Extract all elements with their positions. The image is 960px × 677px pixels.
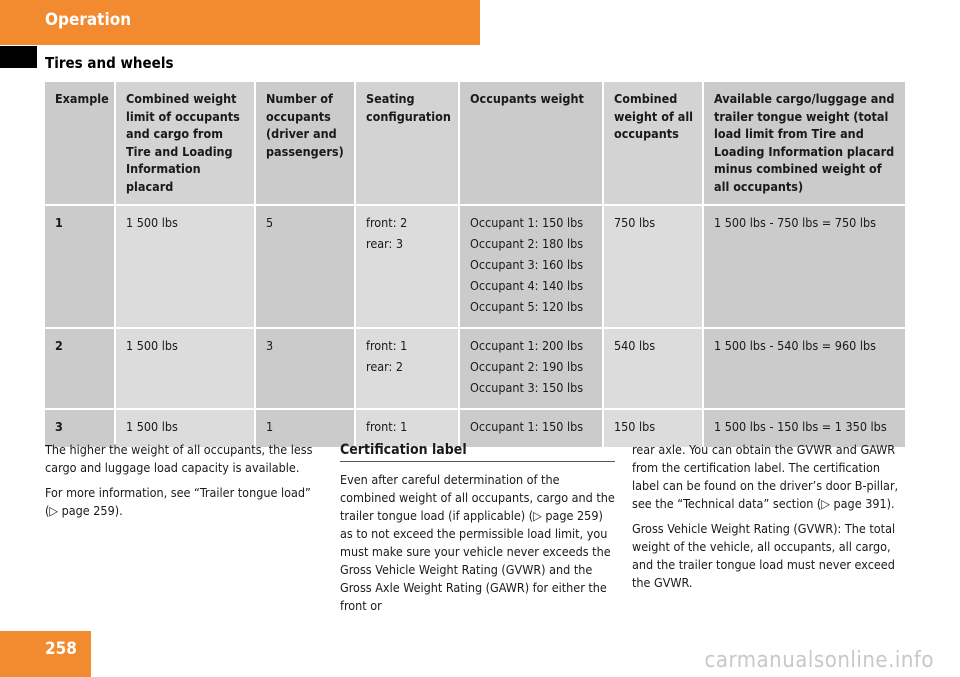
cell-example: 2: [45, 328, 115, 409]
table-header-row: [45, 82, 906, 205]
cell-example: 1: [45, 205, 115, 328]
weight-line: Occupant 1: 200 lbs: [470, 338, 584, 353]
load-examples-table: [45, 82, 907, 449]
cell-combined: 750 lbs: [603, 205, 703, 328]
cell-weights: [459, 328, 603, 409]
header-available-cargo: Available cargo/luggage and trailer tongue weight (total load limit from Tire and Loading Information placard minus combined weight of all occupants): [703, 82, 906, 205]
header-seating: Seating configuration: [355, 82, 459, 205]
page-number-box: [0, 631, 91, 677]
page-subtitle: Tires and wheels: [45, 54, 174, 72]
weight-line: Occupant 2: 180 lbs: [470, 236, 584, 251]
paragraph: Even after careful determination of the combined weight of all occupants, cargo and the trailer tongue load (if applicable) (▷ page 259) as to not exceed the permissible load limit, you must make sure your vehicle never exceeds the Gross Vehicle Weight Rating (GVWR) and the Gross Axle Weight Rating (GAWR) for either the front or: [340, 472, 615, 613]
cell-limit: 1 500 lbs: [115, 409, 255, 448]
page-number: 258: [45, 639, 77, 659]
cell-occupants: 5: [255, 205, 355, 328]
cell-occupants: 3: [255, 328, 355, 409]
seating-line: front: 1: [366, 419, 408, 434]
cell-limit: 1 500 lbs: [115, 328, 255, 409]
paragraph: The higher the weight of all occupants, the less cargo and luggage load capacity is available.: [45, 442, 313, 475]
header-combined-limit: Combined weight limit of occupants and cargo from Tire and Loading Information placard: [115, 82, 255, 205]
header-example: Example: [45, 82, 115, 205]
seating-line: front: 1: [366, 338, 408, 353]
section-title: Operation: [45, 10, 132, 30]
cell-occupants: 1: [255, 409, 355, 448]
weight-line: Occupant 3: 160 lbs: [470, 257, 584, 272]
paragraph-gvwr: Gross Vehicle Weight Rating (GVWR): The total weight of the vehicle, all occupants, all cargo, and the trailer tongue load must never exceed the GVWR.: [632, 521, 896, 590]
cell-example: 3: [45, 409, 115, 448]
text-column-2: [340, 441, 615, 622]
paragraph-trailer-ref: For more information, see “Trailer tongue load” (▷ page 259).: [45, 485, 311, 518]
weight-line: Occupant 5: 120 lbs: [470, 299, 584, 314]
weight-line: Occupant 2: 190 lbs: [470, 359, 584, 374]
header-combined-weight: Combined weight of all occupants: [603, 82, 703, 205]
seating-line: rear: 3: [366, 236, 404, 251]
text-column-1: [45, 441, 315, 527]
section-marker: [0, 46, 37, 68]
watermark: carmanualsonline.info: [704, 648, 934, 673]
cell-combined: 540 lbs: [603, 328, 703, 409]
paragraph: rear axle. You can obtain the GVWR and GAWR from the certification label. The certification label can be found on the driver’s door B-pillar, see the “Technical data” section (▷ page 391).: [632, 442, 899, 511]
cell-available: 1 500 lbs - 150 lbs = 1 350 lbs: [703, 409, 906, 448]
weight-line: Occupant 3: 150 lbs: [470, 380, 584, 395]
cell-weights: [459, 205, 603, 328]
header-occupants-weight: Occupants weight: [459, 82, 603, 205]
weight-line: Occupant 1: 150 lbs: [470, 419, 584, 434]
cell-limit: 1 500 lbs: [115, 205, 255, 328]
section-header-bar: [0, 0, 480, 45]
weight-line: Occupant 1: 150 lbs: [470, 215, 584, 230]
cell-combined: 150 lbs: [603, 409, 703, 448]
weight-line: Occupant 4: 140 lbs: [470, 278, 584, 293]
seating-line: rear: 2: [366, 359, 404, 374]
cell-seating: [355, 328, 459, 409]
cell-available: 1 500 lbs - 540 lbs = 960 lbs: [703, 328, 906, 409]
seating-line: front: 2: [366, 215, 408, 230]
section-heading: Certification label: [340, 441, 615, 462]
table-row: [45, 328, 906, 409]
table-row: [45, 205, 906, 328]
cell-seating: [355, 205, 459, 328]
text-column-3: [632, 441, 910, 599]
cell-available: 1 500 lbs - 750 lbs = 750 lbs: [703, 205, 906, 328]
header-number-occupants: Number of occupants (driver and passengers): [255, 82, 355, 205]
